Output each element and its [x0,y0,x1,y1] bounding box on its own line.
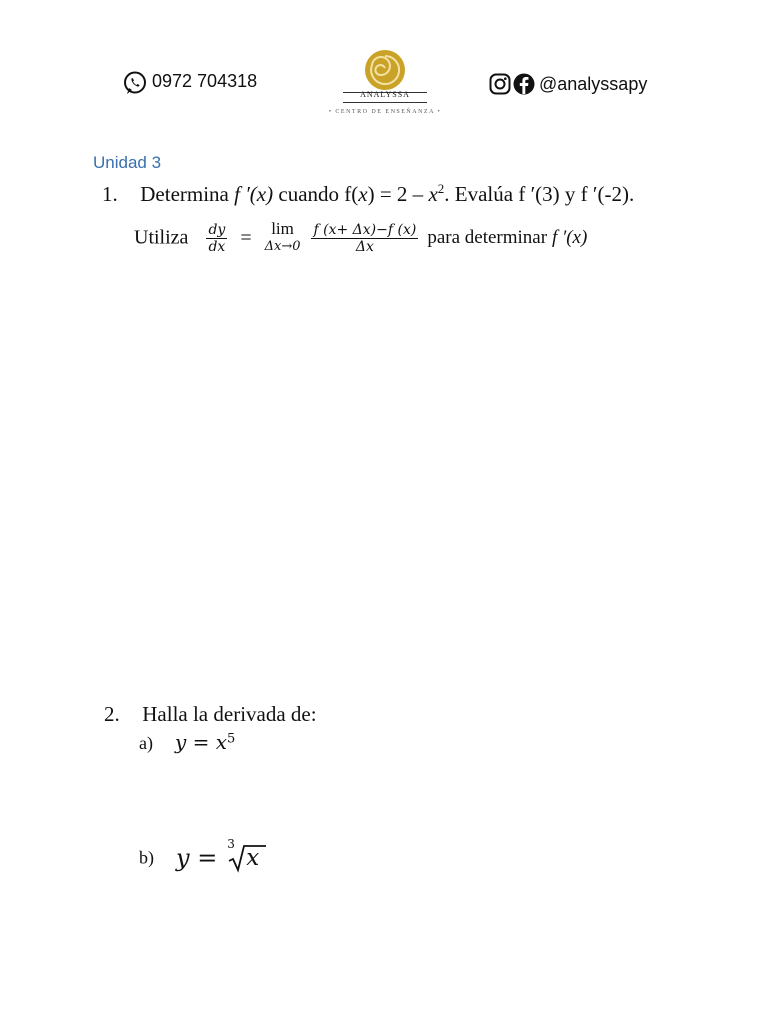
q2-item-a [139,730,235,754]
radicand: x [246,845,260,871]
limit-operator: lim Δx→0 [264,219,301,254]
q1-var-x2: x [428,182,438,206]
question-number: 1. [102,182,118,206]
shell-logo-icon [325,48,445,92]
question-number: 2. [104,702,120,726]
unit-label: Unidad 3 [93,153,162,172]
limit-fraction: $\frac{f (x+ \Delta x)-f (x)}{\Delta x}$ [313,221,417,255]
item-a-expression: y = x [174,730,228,754]
whatsapp-icon [122,70,148,101]
instagram-icon [489,73,511,100]
q1-text-eq: ) = 2 – [367,182,429,206]
q1-text-determina: Determina [140,182,229,206]
brand-name: ANALYSSA [360,90,410,99]
q1-text-evalua: . Evalúa f ′(3) y f ′(-2). [444,182,635,206]
q2-text: Halla la derivada de: [142,702,317,726]
brand-logo [325,48,445,120]
q1-para-determinar: para determinar [427,227,548,248]
q1-var-x: x [358,182,368,206]
item-b-label: b) [139,847,154,868]
social-handle: @analyssapy [539,74,648,94]
question-1 [102,181,634,207]
cube-root [227,837,267,873]
q1-formula-line [134,220,587,256]
item-a-exponent: 5 [227,731,236,747]
q1-exponent: 2 [437,181,445,196]
q2-item-b [139,837,267,873]
item-b-expression: y = [176,844,218,872]
dy-dx-fraction: $\frac{dy}{dx}$ [208,221,226,255]
equals-sign: = [240,226,252,249]
q1-text-cuando: cuando f( [278,182,359,206]
phone-number: 0972 704318 [152,71,258,91]
root-index: 3 [227,837,235,851]
q1-utiliza: Utiliza [134,226,189,249]
question-2 [104,702,317,727]
item-a-label: a) [139,733,153,753]
brand-tagline: • CENTRO DE ENSEÑANZA • [328,109,442,115]
q1-fprime: f ′(x) [234,182,274,206]
q1-fprime-2: f ′(x) [552,227,588,248]
logo-rule-bottom [343,102,427,103]
facebook-icon [513,73,535,100]
